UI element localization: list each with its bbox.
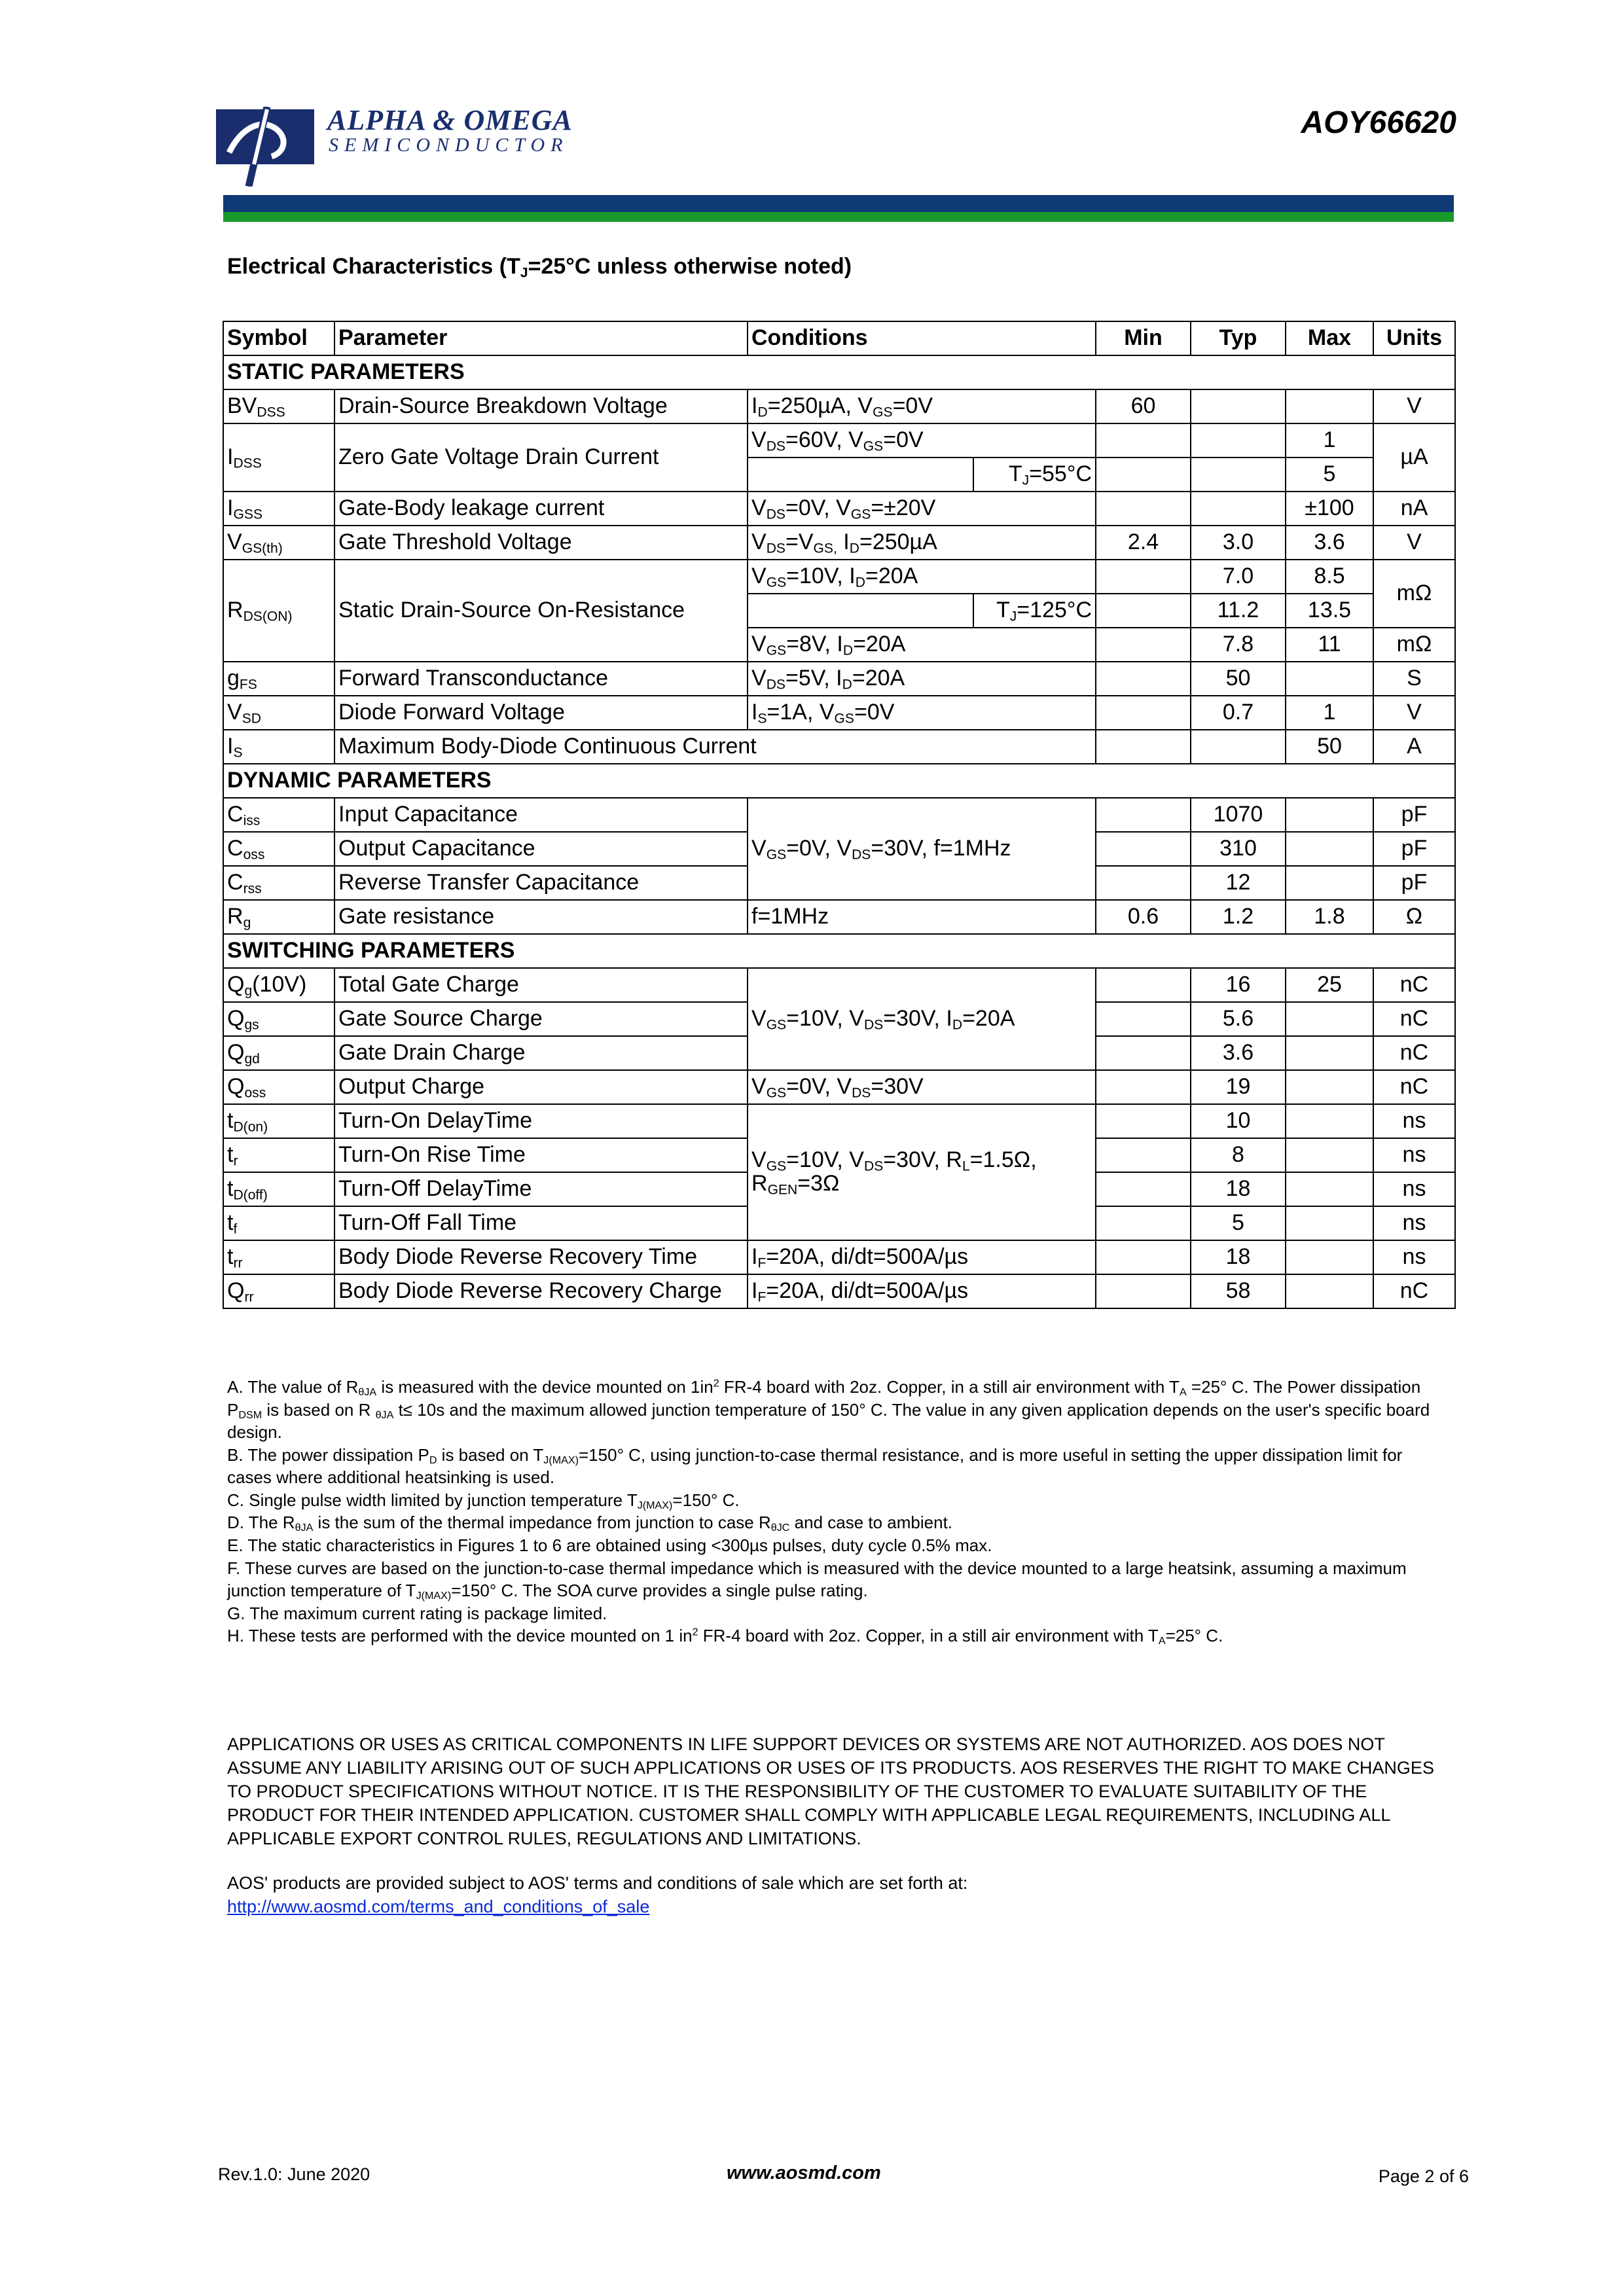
header-typ: Typ <box>1191 321 1286 355</box>
table-row <box>223 560 1455 594</box>
conditions: $V_{GS}=8V$, $I_D=20A$ <box>748 628 1096 662</box>
parameter: Turn-Off Fall Time <box>334 1206 748 1240</box>
units: mΩ <box>1373 628 1455 662</box>
table-header-row <box>223 321 1455 355</box>
parameter: Forward Transconductance <box>334 662 748 696</box>
header-symbol: Symbol <box>223 321 334 355</box>
header-min: Min <box>1096 321 1191 355</box>
max: 25 <box>1286 968 1373 1002</box>
table-row <box>223 526 1455 560</box>
table-row <box>223 730 1455 764</box>
symbol: $I_{GSS}$ <box>223 492 334 526</box>
table-row <box>223 1104 1455 1138</box>
conditions: $I_D=250\mu A$, $V_{GS}=0V$ <box>748 389 1096 423</box>
header-max: Max <box>1286 321 1373 355</box>
max: 1.8 <box>1286 900 1373 934</box>
symbol: $C_{iss}$ <box>223 798 334 832</box>
symbol: $t_{D(on)}$ <box>223 1104 334 1138</box>
conditions: $T_J=125^\circ C$ <box>973 594 1096 628</box>
electrical-characteristics-table <box>223 321 1456 1309</box>
typ: 1.2 <box>1191 900 1286 934</box>
note-e: E. The static characteristics in Figures 1 to 6 are obtained using <300µs pulses, duty cycle 0.5% max. <box>227 1535 992 1556</box>
terms-block <box>227 1872 1451 1919</box>
units: ns <box>1373 1138 1455 1172</box>
footer-page-number: Page 2 of 6 <box>1378 2166 1469 2186</box>
typ: 5 <box>1191 1206 1286 1240</box>
parameter: Diode Forward Voltage <box>334 696 748 730</box>
table-row <box>223 1240 1455 1274</box>
parameter: Body Diode Reverse Recovery Time <box>334 1240 748 1274</box>
note-d: D. The $R_{\theta JA}$ is the sum of the thermal impedance from junction to case $R_{\theta JC}$ and case to ambient. <box>227 1513 953 1534</box>
units: pF <box>1373 866 1455 900</box>
table-row <box>223 900 1455 934</box>
conditions: $V_{GS}=10V$, $V_{DS}=30V$, $R_L=1.5\Omega$, $R_{GEN}=3\Omega$ <box>748 1104 1096 1240</box>
table-row <box>223 492 1455 526</box>
max: 5 <box>1286 457 1373 492</box>
units: nC <box>1373 1274 1455 1308</box>
units: pF <box>1373 832 1455 866</box>
units: S <box>1373 662 1455 696</box>
footnotes <box>227 1376 1451 1647</box>
symbol: $g_{FS}$ <box>223 662 334 696</box>
typ: 19 <box>1191 1070 1286 1104</box>
table-row <box>223 1274 1455 1308</box>
aos-logo-icon <box>216 107 314 187</box>
units: V <box>1373 389 1455 423</box>
typ: 50 <box>1191 662 1286 696</box>
symbol: $Q_{rr}$ <box>223 1274 334 1308</box>
parameter: Drain-Source Breakdown Voltage <box>334 389 748 423</box>
units: ns <box>1373 1240 1455 1274</box>
company-name: ALPHA & OMEGA <box>327 104 573 136</box>
min: 2.4 <box>1096 526 1191 560</box>
parameter: Gate resistance <box>334 900 748 934</box>
typ: 58 <box>1191 1274 1286 1308</box>
section-static: STATIC PARAMETERS <box>223 355 1455 389</box>
max: 11 <box>1286 628 1373 662</box>
conditions: $I_F=20A$, di/dt=500A/µs <box>748 1274 1096 1308</box>
parameter: Gate Drain Charge <box>334 1036 748 1070</box>
parameter: Turn-Off DelayTime <box>334 1172 748 1206</box>
conditions: $V_{DS}=60V$, $V_{GS}=0V$ <box>748 423 1096 457</box>
parameter: Output Capacitance <box>334 832 748 866</box>
max: 1 <box>1286 696 1373 730</box>
terms-text: AOS' products are provided subject to AOS' terms and conditions of sale which are set forth at: <box>227 1873 968 1893</box>
conditions: f=1MHz <box>748 900 1096 934</box>
table-row <box>223 423 1455 457</box>
section-switching: SWITCHING PARAMETERS <box>223 934 1455 968</box>
conditions: $V_{GS}=10V$, $V_{DS}=30V$, $I_D=20A$ <box>748 968 1096 1070</box>
parameter: Gate Threshold Voltage <box>334 526 748 560</box>
units: V <box>1373 526 1455 560</box>
table-row <box>223 1070 1455 1104</box>
note-f: F. These curves are based on the junction-to-case thermal impedance which is measured with the device mounted to a large heatsink, assuming a maximum junction temperature of $T_{J(MAX)}=150^\circ$ C. The SOA curve provides a single pulse rating. <box>227 1558 1407 1602</box>
symbol: $V_{SD}$ <box>223 696 334 730</box>
units: pF <box>1373 798 1455 832</box>
note-h: H. These tests are performed with the device mounted on 1 $in^2$ FR-4 board with 2oz. Copper, in a still air environment with $T_A=25^\circ$ C. <box>227 1626 1223 1647</box>
symbol: $BV_{DSS}$ <box>223 389 334 423</box>
table-row <box>223 968 1455 1002</box>
units: A <box>1373 730 1455 764</box>
header-green-bar <box>223 212 1454 222</box>
units: ns <box>1373 1104 1455 1138</box>
typ: 3.0 <box>1191 526 1286 560</box>
parameter: Total Gate Charge <box>334 968 748 1002</box>
units: nC <box>1373 968 1455 1002</box>
parameter: Turn-On DelayTime <box>334 1104 748 1138</box>
symbol: $Q_{oss}$ <box>223 1070 334 1104</box>
parameter: Turn-On Rise Time <box>334 1138 748 1172</box>
footer-revision: Rev.1.0: June 2020 <box>218 2164 370 2184</box>
typ: 18 <box>1191 1172 1286 1206</box>
units: nC <box>1373 1070 1455 1104</box>
symbol: $V_{GS(th)}$ <box>223 526 334 560</box>
conditions: $V_{GS}=0V$, $V_{DS}=30V$, f=1MHz <box>748 798 1096 900</box>
symbol: $t_{rr}$ <box>223 1240 334 1274</box>
symbol: $Q_g(10V)$ <box>223 968 334 1002</box>
units: nA <box>1373 492 1455 526</box>
units: µA <box>1373 423 1455 492</box>
note-c: C. Single pulse width limited by junction temperature $T_{J(MAX)}=150^\circ$ C. <box>227 1490 740 1511</box>
typ: 5.6 <box>1191 1002 1286 1036</box>
max: 50 <box>1286 730 1373 764</box>
conditions: $V_{DS}=5V$, $I_D=20A$ <box>748 662 1096 696</box>
symbol: $t_r$ <box>223 1138 334 1172</box>
typ: 11.2 <box>1191 594 1286 628</box>
header-units: Units <box>1373 321 1455 355</box>
table-row <box>223 798 1455 832</box>
units: ns <box>1373 1172 1455 1206</box>
conditions: $T_J=55^\circ C$ <box>973 457 1096 492</box>
header-conditions: Conditions <box>748 321 1096 355</box>
max: 1 <box>1286 423 1373 457</box>
typ: 3.6 <box>1191 1036 1286 1070</box>
company-subtitle: SEMICONDUCTOR <box>329 134 569 156</box>
parameter: Gate-Body leakage current <box>334 492 748 526</box>
parameter: Output Charge <box>334 1070 748 1104</box>
conditions: $V_{GS}=10V$, $I_D=20A$ <box>748 560 1096 594</box>
units: nC <box>1373 1002 1455 1036</box>
conditions: $I_F=20A$, di/dt=500A/µs <box>748 1240 1096 1274</box>
typ: 7.0 <box>1191 560 1286 594</box>
typ: 16 <box>1191 968 1286 1002</box>
symbol: $Q_{gs}$ <box>223 1002 334 1036</box>
conditions: $V_{DS}=V_{GS,}$ $I_D=250\mu A$ <box>748 526 1096 560</box>
symbol: $R_g$ <box>223 900 334 934</box>
parameter: Reverse Transfer Capacitance <box>334 866 748 900</box>
typ: 1070 <box>1191 798 1286 832</box>
header-parameter: Parameter <box>334 321 748 355</box>
units: Ω <box>1373 900 1455 934</box>
footer-website[interactable]: www.aosmd.com <box>727 2162 881 2183</box>
units: nC <box>1373 1036 1455 1070</box>
parameter: Zero Gate Voltage Drain Current <box>334 423 748 492</box>
conditions: $V_{DS}=0V$, $V_{GS}=\pm 20V$ <box>748 492 1096 526</box>
min: 0.6 <box>1096 900 1191 934</box>
parameter: Input Capacitance <box>334 798 748 832</box>
symbol: $t_{D(off)}$ <box>223 1172 334 1206</box>
symbol: $I_{DSS}$ <box>223 423 334 492</box>
units: ns <box>1373 1206 1455 1240</box>
typ: 10 <box>1191 1104 1286 1138</box>
symbol: $R_{DS(ON)}$ <box>223 560 334 662</box>
parameter: Maximum Body-Diode Continuous Current <box>334 730 1096 764</box>
parameter: Static Drain-Source On-Resistance <box>334 560 748 662</box>
table-row <box>223 696 1455 730</box>
max: 3.6 <box>1286 526 1373 560</box>
table-row <box>223 662 1455 696</box>
part-number: AOY66620 <box>1301 105 1456 140</box>
typ: 0.7 <box>1191 696 1286 730</box>
parameter: Body Diode Reverse Recovery Charge <box>334 1274 748 1308</box>
header-blue-bar <box>223 195 1454 212</box>
max: ±100 <box>1286 492 1373 526</box>
disclaimer: APPLICATIONS OR USES AS CRITICAL COMPONENTS IN LIFE SUPPORT DEVICES OR SYSTEMS ARE NOT AUTHORIZED. AOS DOES NOT ASSUME ANY LIABILITY ARISING OUT OF SUCH APPLICATIONS OR USES OF ITS PRODUCTS. AOS RESERVES THE RIGHT TO MAKE CHANGES TO PRODUCT SPECIFICATIONS WITHOUT NOTICE. IT IS THE RESPONSIBILITY OF THE CUSTOMER TO EVALUATE SUITABILITY OF THE PRODUCT FOR THEIR INTENDED APPLICATION. CUSTOMER SHALL COMPLY WITH APPLICABLE LEGAL REQUIREMENTS, INCLUDING ALL APPLICABLE EXPORT CONTROL RULES, REGULATIONS AND LIMITATIONS. <box>227 1734 1434 1848</box>
typ: 7.8 <box>1191 628 1286 662</box>
note-g: G. The maximum current rating is package limited. <box>227 1603 607 1623</box>
section-dynamic: DYNAMIC PARAMETERS <box>223 764 1455 798</box>
typ: 18 <box>1191 1240 1286 1274</box>
symbol: $I_S$ <box>223 730 334 764</box>
note-b: B. The power dissipation $P_D$ is based on $T_{J(MAX)}=150^\circ$ C, using junction-to-case thermal resistance, and is more useful in setting the upper dissipation limit for cases where additional heatsinking is used. <box>227 1444 1403 1488</box>
max: 8.5 <box>1286 560 1373 594</box>
symbol: $t_f$ <box>223 1206 334 1240</box>
units: mΩ <box>1373 560 1455 628</box>
typ: 310 <box>1191 832 1286 866</box>
typ: 12 <box>1191 866 1286 900</box>
symbol: $C_{oss}$ <box>223 832 334 866</box>
parameter: Gate Source Charge <box>334 1002 748 1036</box>
conditions: $V_{GS}=0V$, $V_{DS}=30V$ <box>748 1070 1096 1104</box>
table-row <box>223 389 1455 423</box>
section-title: Electrical Characteristics ($T_J=25^\circ C$ unless otherwise noted) <box>227 254 852 281</box>
conditions: $I_S=1A$, $V_{GS}=0V$ <box>748 696 1096 730</box>
symbol: $Q_{gd}$ <box>223 1036 334 1070</box>
min: 60 <box>1096 389 1191 423</box>
terms-link[interactable]: http://www.aosmd.com/terms_and_conditions_of_sale <box>227 1896 650 1916</box>
units: V <box>1373 696 1455 730</box>
symbol: $C_{rss}$ <box>223 866 334 900</box>
note-a: A. The value of $R_{\theta JA}$ is measured with the device mounted on $1in^2$ FR-4 board with 2oz. Copper, in a still air environment with $T_A =25^\circ$ C. The Power dissipation $P_{DSM}$ is based on R $_{\theta JA}$ t≤ 10s and the maximum allowed junction temperature of 150° C. The value in any given application depends on the user's specific board design. <box>227 1377 1430 1443</box>
typ: 8 <box>1191 1138 1286 1172</box>
max: 13.5 <box>1286 594 1373 628</box>
